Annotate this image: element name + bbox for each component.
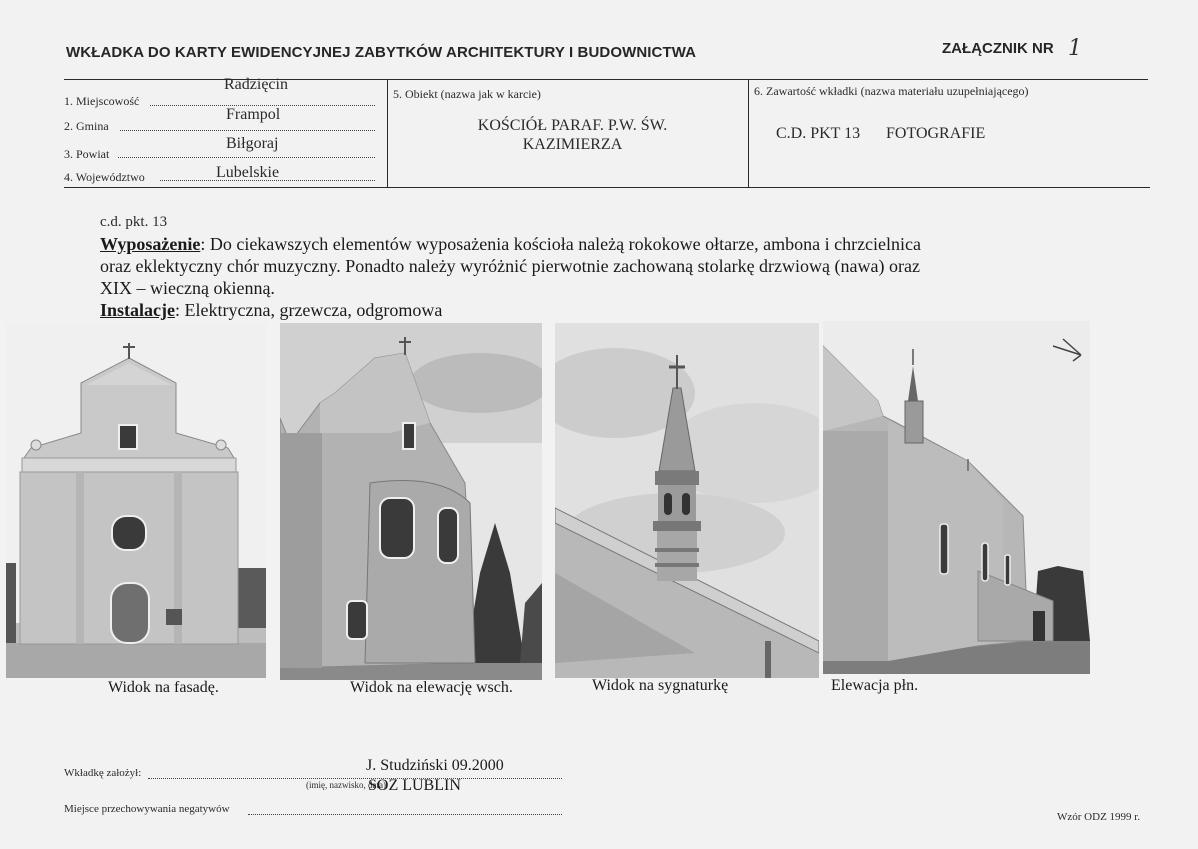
created-by-value: J. Studziński 09.2000 [366, 757, 504, 774]
county-label: 3. Powiat [64, 147, 110, 161]
installations-line [100, 299, 1060, 321]
installations-text: : Elektryczna, grzewcza, odgromowa [175, 300, 443, 320]
object-name [420, 116, 725, 154]
object-label: 5. Obiekt (nazwa jak w karcie) [393, 87, 541, 101]
annex-number: 1 [1068, 36, 1082, 61]
table-bottom-border [64, 187, 1150, 188]
continuation-note: c.d. pkt. 13 [100, 214, 168, 230]
insert-content-material: FOTOGRAFIE [886, 125, 986, 142]
insert-content-ref: C.D. PKT 13 [776, 125, 861, 142]
furnishings-line-1 [100, 233, 1060, 255]
object-name-line-2: KAZIMIERZA [522, 136, 623, 153]
voivodeship-value: Lubelskie [216, 164, 280, 181]
annex-label: ZAŁĄCZNIK NR [942, 40, 1054, 57]
document-title: WKŁADKA DO KARTY EWIDENCYJNEJ ZABYTKÓW ARCHITEKTURY I BUDOWNICTWA [66, 44, 697, 61]
locality-label: 1. Miejscowość [64, 94, 140, 108]
photo-east-elevation-caption: Widok na elewację wsch. [350, 679, 513, 696]
photo-facade [6, 323, 266, 678]
installations-heading: Instalacje [100, 300, 175, 320]
table-divider-1 [387, 79, 388, 188]
photo-north-elevation-caption: Elewacja płn. [831, 677, 919, 694]
table-divider-2 [748, 79, 749, 188]
created-by-dots [148, 778, 562, 779]
commune-dots [120, 130, 375, 131]
photo-bell-turret [555, 323, 819, 678]
negatives-dots [248, 814, 562, 815]
object-name-line-1: KOŚCIÓŁ PARAF. P.W. ŚW. [477, 117, 668, 134]
commune-label: 2. Gmina [64, 119, 109, 133]
commune-value: Frampol [226, 106, 281, 123]
insert-content-label: 6. Zawartość wkładki (nazwa materiału uzupełniającego) [754, 84, 1029, 98]
locality-value: Radzięcin [224, 76, 288, 93]
negatives-label: Miejsce przechowywania negatywów [64, 803, 230, 815]
county-dots [118, 157, 375, 158]
furnishings-line-3: XIX – wieczną okienną. [100, 278, 275, 298]
photo-facade-caption: Widok na fasadę. [108, 679, 219, 696]
created-by-hint: (imię, nazwisko, data) [306, 780, 386, 790]
furnishings-heading: Wyposażenie [100, 234, 201, 254]
created-by-label: Wkładkę założył: [64, 767, 142, 779]
photo-bell-turret-caption: Widok na sygnaturkę [592, 677, 729, 694]
negatives-value: SOZ LUBLIN [368, 777, 461, 794]
county-value: Biłgoraj [226, 135, 279, 152]
form-version: Wzór ODZ 1999 r. [1057, 811, 1141, 823]
photo-north-elevation [823, 321, 1090, 674]
photo-east-elevation [280, 323, 542, 680]
furnishings-line-2: oraz eklektyczny chór muzyczny. Ponadto należy wyróżnić pierwotnie zachowaną stolarkę drzwiową (nawa) oraz [100, 256, 920, 276]
furnishings-paragraph [100, 233, 1060, 321]
voivodeship-label: 4. Województwo [64, 170, 145, 184]
furnishings-text-1: : Do ciekawszych elementów wyposażenia kościoła należą rokokowe ołtarze, ambona i chrzcielnica [200, 234, 922, 254]
